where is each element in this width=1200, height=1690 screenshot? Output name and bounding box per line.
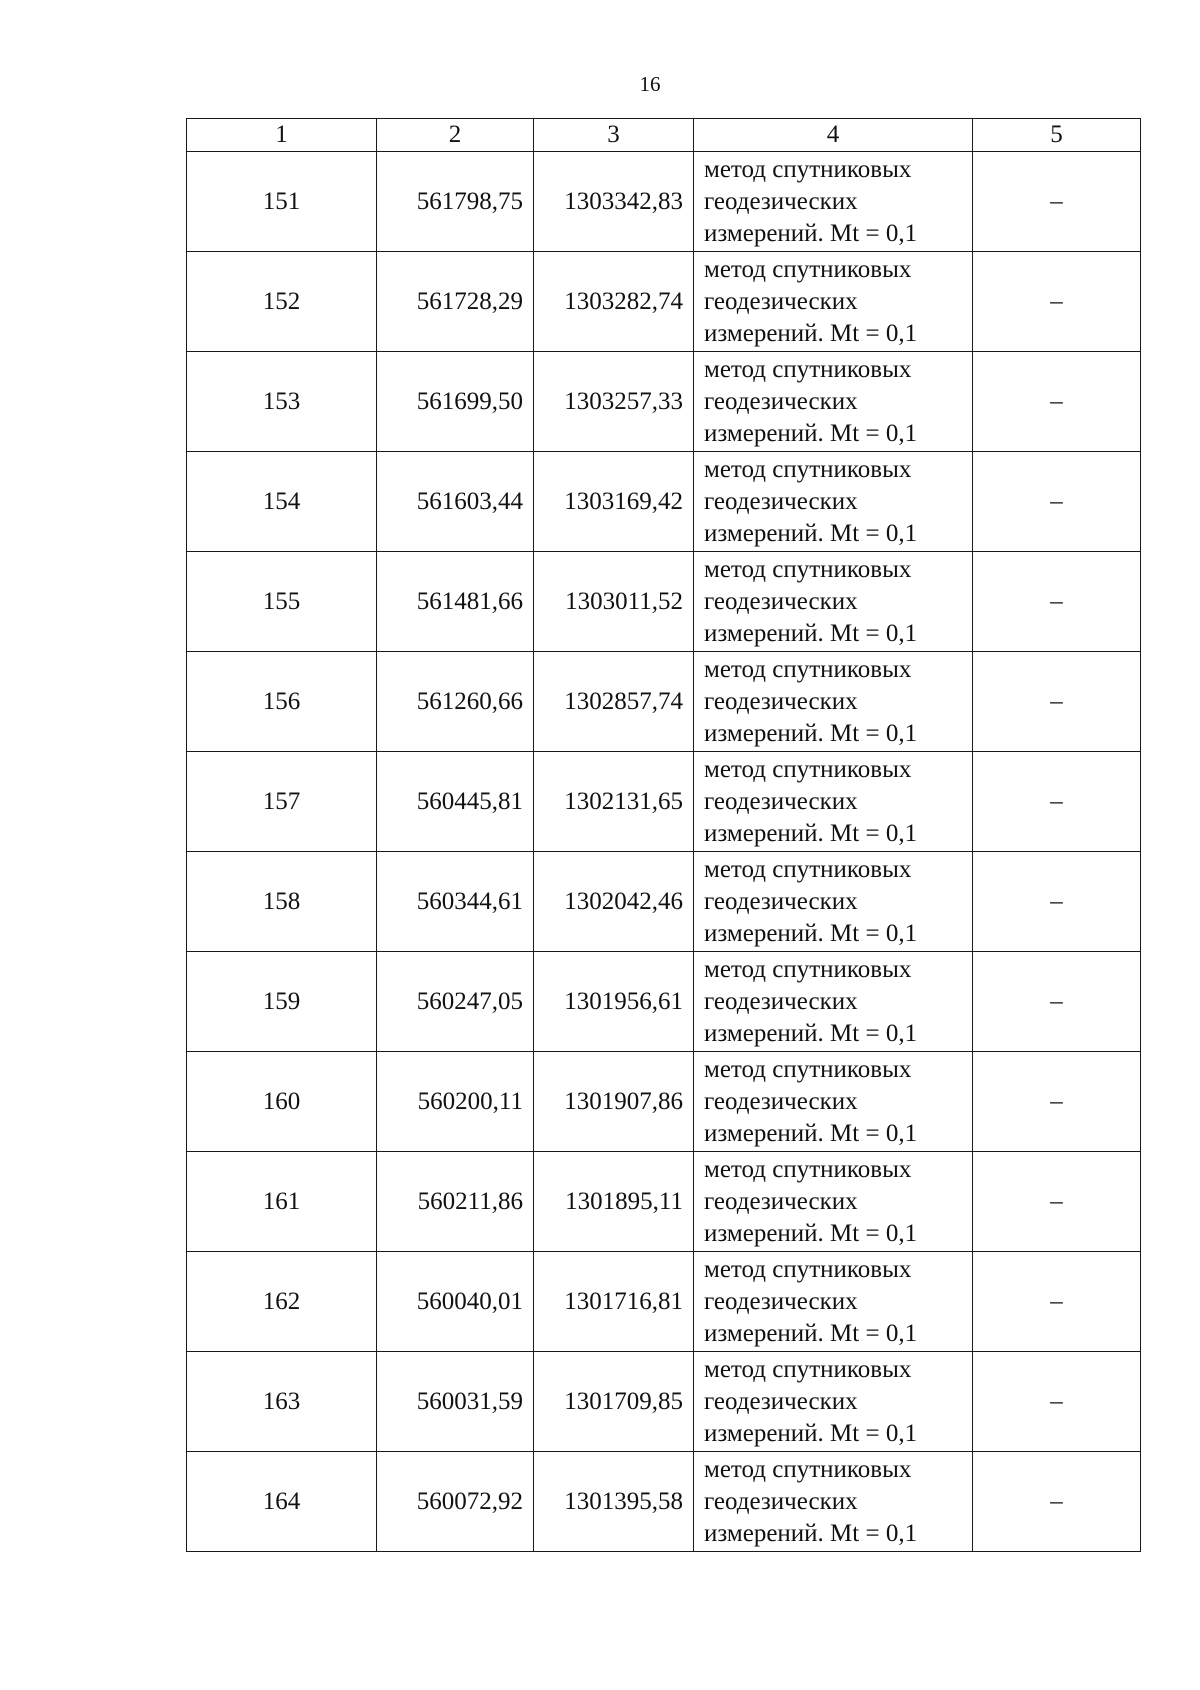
- table-row: [187, 452, 1141, 552]
- method-line: метод спутниковых: [704, 855, 912, 883]
- table-row: [187, 1352, 1141, 1452]
- point-number-cell: 158: [187, 852, 377, 952]
- method-line: геодезических: [704, 287, 858, 315]
- method-line: метод спутниковых: [704, 655, 912, 683]
- method-line: геодезических: [704, 887, 858, 915]
- method-line: измерений. Mt = 0,1: [704, 519, 918, 547]
- note-cell: –: [973, 552, 1141, 652]
- x-coordinate-cell: 561728,29: [377, 252, 534, 352]
- method-cell: [694, 1052, 973, 1152]
- method-line: метод спутниковых: [704, 1155, 912, 1183]
- method-cell: [694, 1152, 973, 1252]
- x-coordinate-cell: 561699,50: [377, 352, 534, 452]
- y-coordinate-cell: 1302131,65: [534, 752, 694, 852]
- y-coordinate-cell: 1301395,58: [534, 1452, 694, 1552]
- y-coordinate-cell: 1301895,11: [534, 1152, 694, 1252]
- method-line: метод спутниковых: [704, 755, 912, 783]
- method-line: метод спутниковых: [704, 955, 912, 983]
- table-row: [187, 852, 1141, 952]
- method-line: метод спутниковых: [704, 555, 912, 583]
- y-coordinate-cell: 1301956,61: [534, 952, 694, 1052]
- column-header: 5: [973, 119, 1141, 152]
- table-row: [187, 1152, 1141, 1252]
- x-coordinate-cell: 560072,92: [377, 1452, 534, 1552]
- y-coordinate-cell: 1303282,74: [534, 252, 694, 352]
- note-cell: –: [973, 952, 1141, 1052]
- y-coordinate-cell: 1303011,52: [534, 552, 694, 652]
- note-cell: –: [973, 1452, 1141, 1552]
- method-line: метод спутниковых: [704, 1055, 912, 1083]
- note-cell: –: [973, 152, 1141, 252]
- method-cell: [694, 1352, 973, 1452]
- method-line: геодезических: [704, 1487, 858, 1515]
- method-line: измерений. Mt = 0,1: [704, 719, 918, 747]
- point-number-cell: 160: [187, 1052, 377, 1152]
- x-coordinate-cell: 560445,81: [377, 752, 534, 852]
- table-row: [187, 652, 1141, 752]
- x-coordinate-cell: 560031,59: [377, 1352, 534, 1452]
- method-line: геодезических: [704, 1387, 858, 1415]
- method-line: геодезических: [704, 387, 858, 415]
- point-number-cell: 155: [187, 552, 377, 652]
- note-cell: –: [973, 852, 1141, 952]
- table-row: [187, 352, 1141, 452]
- y-coordinate-cell: 1301709,85: [534, 1352, 694, 1452]
- y-coordinate-cell: 1303342,83: [534, 152, 694, 252]
- note-cell: –: [973, 352, 1141, 452]
- method-line: метод спутниковых: [704, 1455, 912, 1483]
- x-coordinate-cell: 561798,75: [377, 152, 534, 252]
- y-coordinate-cell: 1302857,74: [534, 652, 694, 752]
- table-body: [187, 152, 1141, 1552]
- x-coordinate-cell: 561260,66: [377, 652, 534, 752]
- method-line: измерений. Mt = 0,1: [704, 219, 918, 247]
- point-number-cell: 162: [187, 1252, 377, 1352]
- method-line: измерений. Mt = 0,1: [704, 1219, 918, 1247]
- point-number-cell: 163: [187, 1352, 377, 1452]
- x-coordinate-cell: 560040,01: [377, 1252, 534, 1352]
- method-line: измерений. Mt = 0,1: [704, 1119, 918, 1147]
- method-line: геодезических: [704, 1087, 858, 1115]
- note-cell: –: [973, 1252, 1141, 1352]
- method-line: геодезических: [704, 187, 858, 215]
- point-number-cell: 151: [187, 152, 377, 252]
- x-coordinate-cell: 560247,05: [377, 952, 534, 1052]
- method-cell: [694, 1452, 973, 1552]
- y-coordinate-cell: 1301716,81: [534, 1252, 694, 1352]
- column-header: 4: [694, 119, 973, 152]
- note-cell: –: [973, 452, 1141, 552]
- method-cell: [694, 1252, 973, 1352]
- x-coordinate-cell: 560344,61: [377, 852, 534, 952]
- point-number-cell: 157: [187, 752, 377, 852]
- method-line: измерений. Mt = 0,1: [704, 919, 918, 947]
- point-number-cell: 164: [187, 1452, 377, 1552]
- method-cell: [694, 552, 973, 652]
- y-coordinate-cell: 1302042,46: [534, 852, 694, 952]
- method-cell: [694, 352, 973, 452]
- point-number-cell: 154: [187, 452, 377, 552]
- method-line: измерений. Mt = 0,1: [704, 619, 918, 647]
- method-line: геодезических: [704, 1187, 858, 1215]
- table-row: [187, 152, 1141, 252]
- header-row: [187, 119, 1141, 152]
- column-header: 1: [187, 119, 377, 152]
- method-line: метод спутниковых: [704, 155, 912, 183]
- method-line: геодезических: [704, 787, 858, 815]
- method-cell: [694, 852, 973, 952]
- method-line: геодезических: [704, 687, 858, 715]
- point-number-cell: 156: [187, 652, 377, 752]
- table-row: [187, 752, 1141, 852]
- point-number-cell: 161: [187, 1152, 377, 1252]
- x-coordinate-cell: 561603,44: [377, 452, 534, 552]
- x-coordinate-cell: 561481,66: [377, 552, 534, 652]
- method-line: геодезических: [704, 1287, 858, 1315]
- table-row: [187, 252, 1141, 352]
- method-line: метод спутниковых: [704, 455, 912, 483]
- method-line: геодезических: [704, 587, 858, 615]
- note-cell: –: [973, 752, 1141, 852]
- method-cell: [694, 452, 973, 552]
- method-line: измерений. Mt = 0,1: [704, 1019, 918, 1047]
- note-cell: –: [973, 252, 1141, 352]
- x-coordinate-cell: 560200,11: [377, 1052, 534, 1152]
- point-number-cell: 153: [187, 352, 377, 452]
- method-line: метод спутниковых: [704, 255, 912, 283]
- point-number-cell: 152: [187, 252, 377, 352]
- method-cell: [694, 952, 973, 1052]
- note-cell: –: [973, 652, 1141, 752]
- method-cell: [694, 752, 973, 852]
- table-row: [187, 552, 1141, 652]
- y-coordinate-cell: 1303169,42: [534, 452, 694, 552]
- point-number-cell: 159: [187, 952, 377, 1052]
- note-cell: –: [973, 1352, 1141, 1452]
- y-coordinate-cell: 1303257,33: [534, 352, 694, 452]
- x-coordinate-cell: 560211,86: [377, 1152, 534, 1252]
- page-number: 16: [639, 72, 661, 96]
- method-cell: [694, 252, 973, 352]
- method-line: метод спутниковых: [704, 1255, 912, 1283]
- table-row: [187, 1252, 1141, 1352]
- method-line: измерений. Mt = 0,1: [704, 1319, 918, 1347]
- method-line: измерений. Mt = 0,1: [704, 1519, 918, 1547]
- method-cell: [694, 652, 973, 752]
- column-header: 3: [534, 119, 694, 152]
- method-line: геодезических: [704, 487, 858, 515]
- table-row: [187, 1452, 1141, 1552]
- method-line: измерений. Mt = 0,1: [704, 419, 918, 447]
- method-line: измерений. Mt = 0,1: [704, 319, 918, 347]
- method-cell: [694, 152, 973, 252]
- column-header: 2: [377, 119, 534, 152]
- table-row: [187, 1052, 1141, 1152]
- method-line: метод спутниковых: [704, 1355, 912, 1383]
- note-cell: –: [973, 1052, 1141, 1152]
- method-line: геодезических: [704, 987, 858, 1015]
- method-line: метод спутниковых: [704, 355, 912, 383]
- coordinates-table: [186, 118, 1141, 1552]
- method-line: измерений. Mt = 0,1: [704, 819, 918, 847]
- table-row: [187, 952, 1141, 1052]
- y-coordinate-cell: 1301907,86: [534, 1052, 694, 1152]
- note-cell: –: [973, 1152, 1141, 1252]
- method-line: измерений. Mt = 0,1: [704, 1419, 918, 1447]
